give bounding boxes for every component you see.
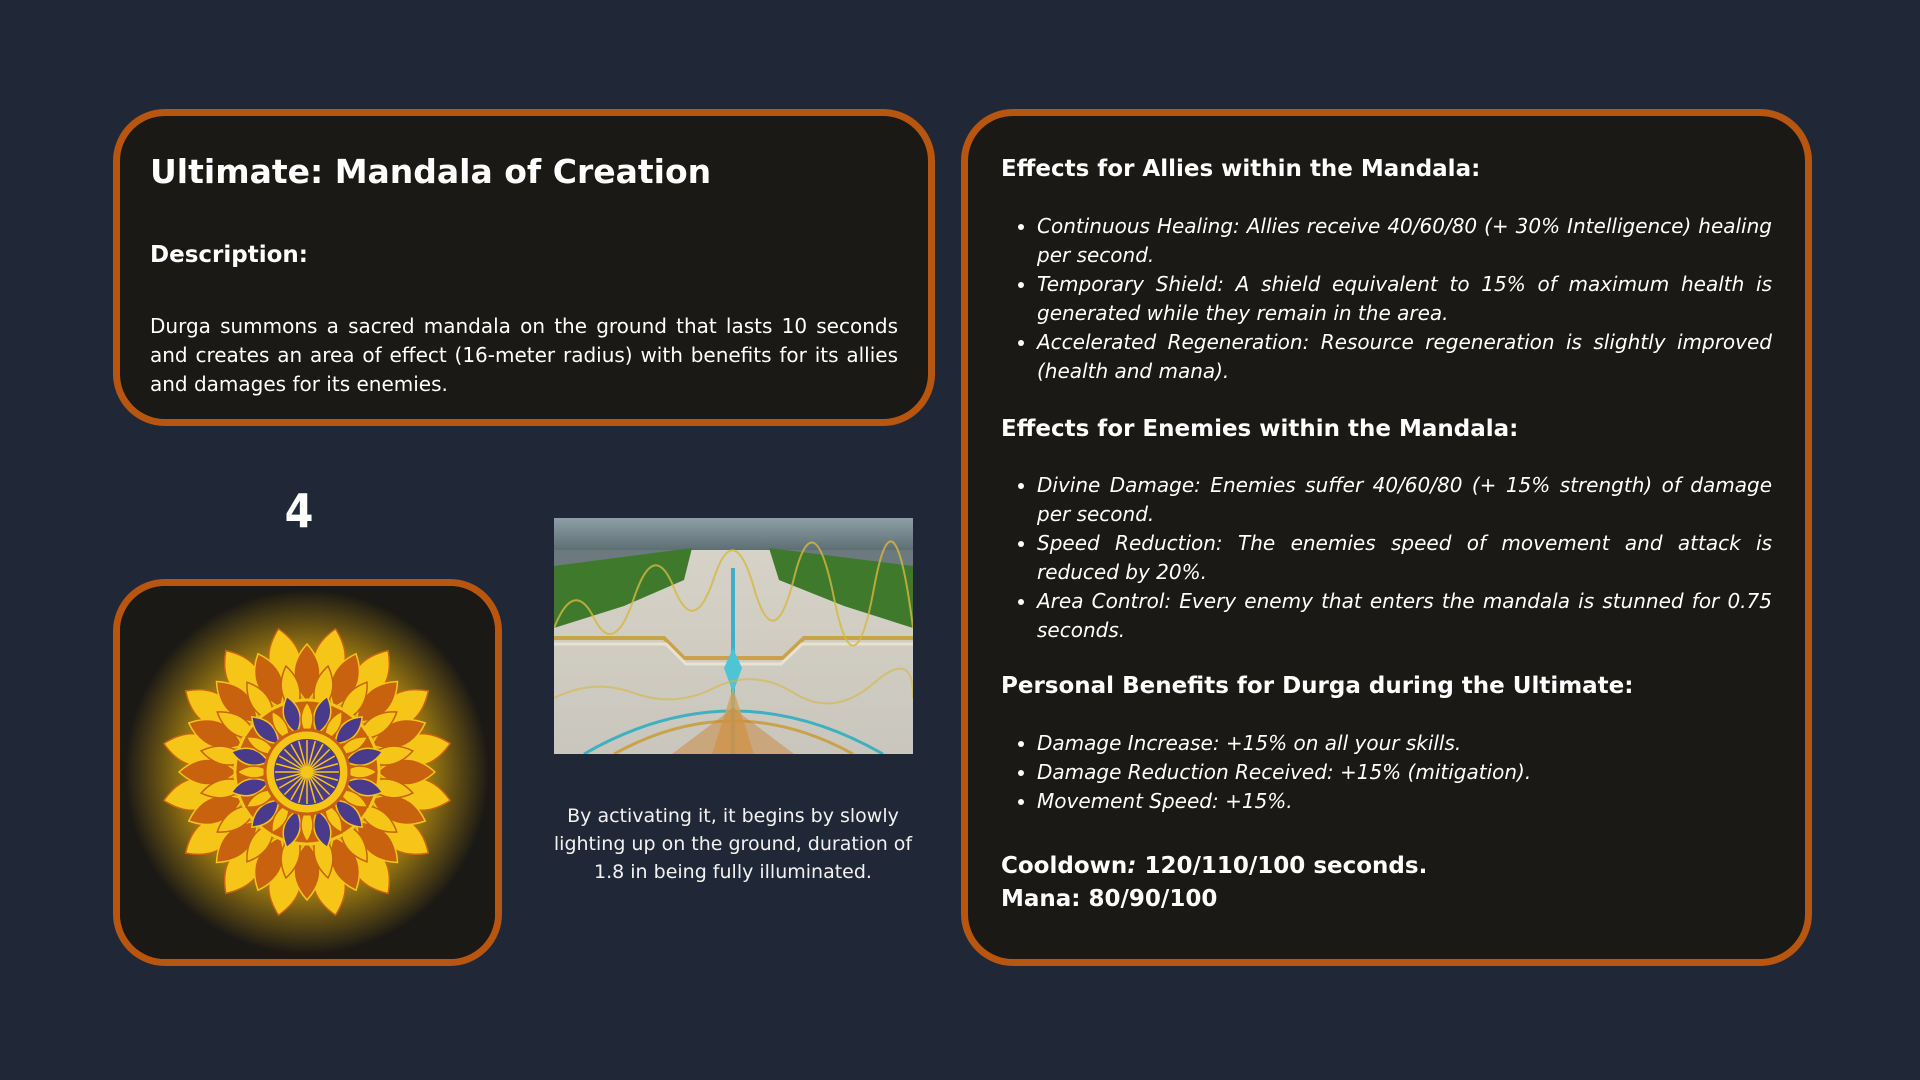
cooldown-separator: : [1127, 852, 1137, 879]
allies-heading: Effects for Allies within the Mandala: [1001, 156, 1481, 182]
description-label: Description: [150, 241, 308, 268]
list-item: • Speed Reduction: The enemies speed of movement and attack is reduced by 20%. [1037, 529, 1772, 587]
mandala-ground-preview [554, 518, 913, 754]
mandala-icon [120, 586, 495, 959]
list-item: • Accelerated Regeneration: Resource regeneration is slightly improved (health and mana). [1037, 328, 1772, 386]
allies-effects-list [1001, 212, 1772, 386]
enemies-heading: Effects for Enemies within the Mandala: [1001, 415, 1519, 442]
list-item: • Area Control: Every enemy that enters the mandala is stunned for 0.75 seconds. [1037, 587, 1772, 645]
cooldown-line [1001, 850, 1772, 883]
personal-benefits-list [1001, 729, 1772, 816]
cooldown-label: Cooldown [1001, 852, 1128, 879]
description-text: Durga summons a sacred mandala on the ground that lasts 10 seconds and creates an area of effect (16-meter radius) with benefits for its allies and damages for its enemies. [150, 313, 898, 396]
list-item: • Movement Speed: +15%. [1037, 787, 1772, 816]
description-card [113, 109, 935, 426]
mandala-icon-card [113, 579, 502, 966]
mana-cost: Mana: 80/90/100 [1001, 885, 1218, 912]
list-item: • Temporary Shield: A shield equivalent to 15% of maximum health is generated while they remain in the area. [1037, 270, 1772, 328]
list-item: • Divine Damage: Enemies suffer 40/60/80 (+ 15% strength) of damage per second. [1037, 471, 1772, 529]
ability-stats [1001, 850, 1772, 916]
effects-card [961, 109, 1812, 966]
cooldown-value: 120/110/100 seconds. [1136, 852, 1428, 879]
preview-caption: By activating it, it begins by slowly lighting up on the ground, duration of 1.8 in being fully illuminated. [553, 805, 913, 883]
list-item: • Damage Increase: +15% on all your skills. [1037, 729, 1772, 758]
list-item: • Damage Reduction Received: +15% (mitigation). [1037, 758, 1772, 787]
level-number: 4 [284, 484, 314, 538]
mandala-ring [301, 766, 313, 778]
list-item: • Continuous Healing: Allies receive 40/60/80 (+ 30% Intelligence) healing per second. [1037, 212, 1772, 270]
ability-title: Ultimate: Mandala of Creation [150, 152, 712, 191]
enemies-effects-list [1001, 471, 1772, 645]
personal-heading: Personal Benefits for Durga during the Ultimate: [1001, 673, 1634, 700]
